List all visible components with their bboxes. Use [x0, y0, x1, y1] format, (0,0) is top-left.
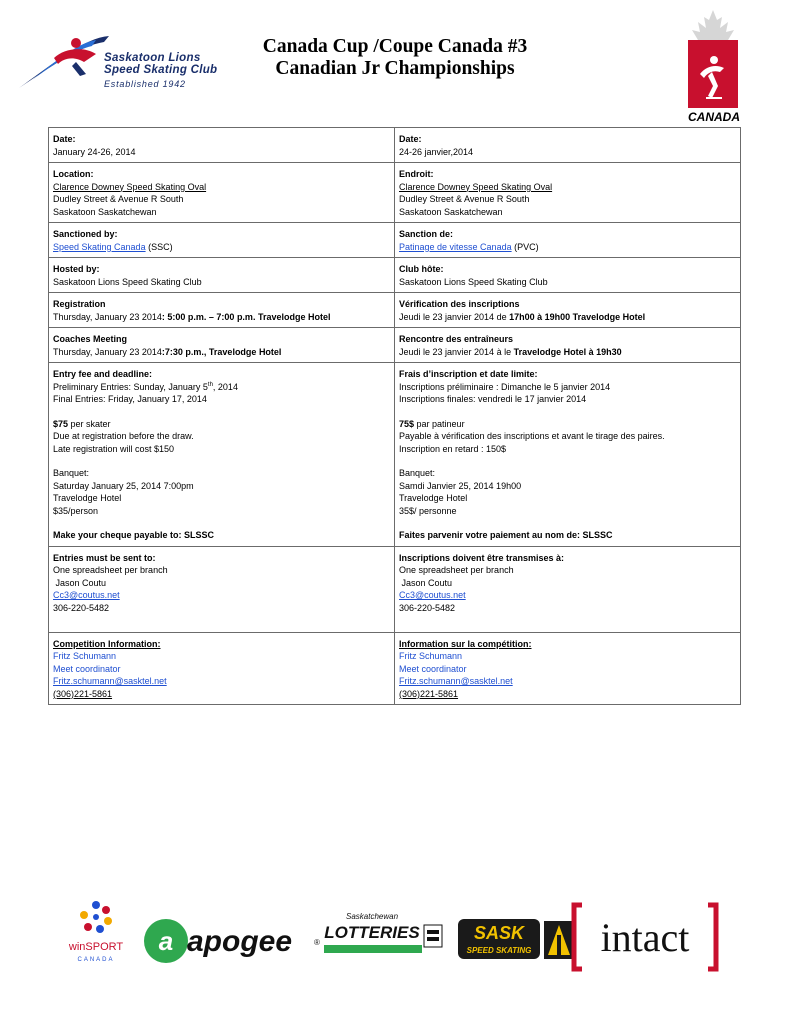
- row-entries: [49, 546, 741, 632]
- fee-note1-fr: Payable à vérification des inscriptions et avant le tirage des paires.: [399, 431, 665, 441]
- label-competition-fr: Information sur la compétition:: [399, 638, 532, 649]
- fee-unit-fr: par patineur: [414, 418, 465, 429]
- entries-email-fr[interactable]: Cc3@coutus.net: [399, 590, 466, 600]
- coaches-date-fr: Jeudi le 23 janvier 2014 à le: [399, 346, 514, 357]
- intact-logo: [574, 905, 716, 969]
- row-fees: [49, 363, 741, 547]
- entries-email-en[interactable]: Cc3@coutus.net: [53, 590, 120, 600]
- banquet-label-en: Banquet:: [53, 468, 90, 478]
- cell-fr-fees: [395, 363, 741, 547]
- sponsor-logos: [68, 895, 728, 975]
- date-value-fr: 24-26 janvier,2014: [399, 146, 474, 157]
- ssc-link[interactable]: Speed Skating Canada: [53, 241, 146, 252]
- date-value-en: January 24-26, 2014: [53, 146, 136, 157]
- winsport-sub: CANADA: [77, 957, 115, 963]
- entries-format-en: One spreadsheet per branch: [53, 565, 168, 575]
- club-name-line2: Speed Skating Club: [104, 64, 218, 76]
- cheque-note-en: Make your cheque payable to: SLSSC: [53, 530, 215, 540]
- row-sanction: [49, 223, 741, 258]
- cell-fr-host: [395, 258, 741, 293]
- venue-link-fr[interactable]: Clarence Downey Speed Skating Oval: [399, 181, 553, 192]
- banquet-label-fr: Banquet:: [399, 468, 436, 478]
- address-line1-en: Dudley Street & Avenue R South: [53, 194, 184, 204]
- label-host-en: Hosted by:: [53, 264, 100, 274]
- address-line1-fr: Dudley Street & Avenue R South: [399, 194, 530, 204]
- canada-logo-text: CANADA: [688, 110, 740, 124]
- cell-en-entries: [49, 546, 395, 632]
- coordinator-phone-fr[interactable]: (306)221-5861: [399, 688, 459, 699]
- label-competition-en: Competition Information:: [53, 638, 161, 649]
- prelim-sup-en: th: [207, 381, 213, 388]
- address-line2-fr: Saskatoon Saskatchewan: [399, 206, 503, 217]
- row-location: [49, 163, 741, 223]
- fee-note1-en: Due at registration before the draw.: [53, 431, 194, 441]
- cell-en-host: [49, 258, 395, 293]
- label-entries-en: Entries must be sent to:: [53, 552, 156, 563]
- ssc-abbrev: (SSC): [145, 241, 173, 252]
- winsport-text: winSPORT: [68, 941, 124, 953]
- cell-fr-date: [395, 128, 741, 163]
- coordinator-email-en[interactable]: Fritz.schumann@sasktel.net: [53, 676, 167, 686]
- row-date: [49, 128, 741, 163]
- cell-fr-registration: [395, 293, 741, 328]
- row-competition-info: [49, 632, 741, 705]
- svg-text:®: ®: [314, 938, 320, 947]
- fee-unit-en: per skater: [68, 418, 111, 429]
- final-entries-fr: Inscriptions finales: vendredi le 17 janvier 2014: [399, 394, 587, 404]
- coordinator-phone-en[interactable]: (306)221-5861: [53, 688, 113, 699]
- label-fees-fr: Frais d’inscription et date limite:: [399, 369, 538, 379]
- cell-fr-sanction: [395, 223, 741, 258]
- registration-date-en: Thursday, January 23 2014: [53, 311, 162, 322]
- lotteries-text: LOTTERIES: [324, 923, 420, 942]
- coordinator-role-en: Meet coordinator: [53, 663, 121, 674]
- cell-en-fees: [49, 363, 395, 547]
- host-value-fr: Saskatoon Lions Speed Skating Club: [399, 276, 548, 287]
- fee-note2-fr: Inscription en retard : 150$: [399, 443, 507, 454]
- banquet-date-fr: Samdi Janvier 25, 2014 19h00: [399, 480, 522, 491]
- prelim-entries-fr: Inscriptions préliminaire : Dimanche le 5 janvier 2014: [399, 381, 611, 392]
- registration-time-en: : 5:00 p.m. – 7:00 p.m. Travelodge Hotel: [161, 311, 331, 322]
- apogee-logo: [144, 919, 320, 963]
- label-date-fr: Date:: [399, 134, 422, 144]
- coaches-time-fr: Travelodge Hotel à 19h30: [513, 346, 622, 357]
- final-entries-en: Final Entries: Friday, January 17, 2014: [53, 394, 207, 404]
- entries-contact-fr: Jason Coutu: [399, 577, 453, 588]
- cheque-note-fr: Faites parvenir votre paiement au nom de: SLSSC: [399, 530, 613, 540]
- label-sanction-fr: Sanction de:: [399, 229, 454, 239]
- fee-note2-en: Late registration will cost $150: [53, 443, 175, 454]
- pvc-link[interactable]: Patinage de vitesse Canada: [399, 241, 512, 252]
- svg-text:a: a: [158, 926, 174, 956]
- entries-phone-fr: 306-220-5482: [399, 602, 456, 613]
- coordinator-email-fr[interactable]: Fritz.schumann@sasktel.net: [399, 676, 513, 686]
- entries-phone-en: 306-220-5482: [53, 602, 110, 613]
- speed-skating-canada-logo: [684, 8, 742, 120]
- cell-en-location: [49, 163, 395, 223]
- banquet-price-en: $35/person: [53, 505, 99, 516]
- label-registration-fr: Vérification des inscriptions: [399, 299, 520, 309]
- label-sanction-en: Sanctioned by:: [53, 229, 118, 239]
- intact-text: intact: [600, 915, 690, 960]
- banquet-venue-en: Travelodge Hotel: [53, 493, 122, 503]
- venue-link-en[interactable]: Clarence Downey Speed Skating Oval: [53, 181, 207, 192]
- address-line2-en: Saskatoon Saskatchewan: [53, 206, 157, 217]
- cell-en-competition: [49, 632, 395, 705]
- banquet-price-fr: 35$/ personne: [399, 505, 457, 516]
- prelim-entries-en: Preliminary Entries: Sunday, January 5: [53, 381, 208, 392]
- cell-en-date: [49, 128, 395, 163]
- cell-fr-entries: [395, 546, 741, 632]
- fee-amount-en: $75: [53, 418, 69, 429]
- cell-en-registration: [49, 293, 395, 328]
- label-location-en: Location:: [53, 169, 94, 179]
- sask-text: SASK: [473, 923, 525, 943]
- apogee-text: apogee: [187, 925, 293, 958]
- sask-speed-skating-logo: [458, 919, 574, 959]
- banquet-venue-fr: Travelodge Hotel: [399, 493, 468, 503]
- label-coaches-en: Coaches Meeting: [53, 334, 128, 344]
- row-coaches: [49, 328, 741, 363]
- cell-en-sanction: [49, 223, 395, 258]
- event-info-table: [48, 127, 741, 705]
- registration-date-fr: Jeudi le 23 janvier 2014 de: [399, 311, 510, 322]
- registration-time-fr: 17h00 à 19h00 Travelodge Hotel: [509, 311, 646, 322]
- banquet-date-en: Saturday January 25, 2014 7:00pm: [53, 480, 194, 491]
- pvc-abbrev: (PVC): [511, 241, 539, 252]
- coordinator-name-fr: Fritz Schumann: [399, 651, 463, 661]
- winsport-logo: [68, 901, 123, 963]
- entries-format-fr: One spreadsheet per branch: [399, 565, 514, 575]
- club-name: [104, 52, 217, 76]
- label-entries-fr: Inscriptions doivent être transmises à:: [399, 552, 565, 563]
- lotteries-top: Saskatchewan: [345, 912, 399, 921]
- label-coaches-fr: Rencontre des entraîneurs: [399, 334, 514, 344]
- entries-contact-en: Jason Coutu: [53, 577, 107, 588]
- title-line2: Canadian Jr Championships: [275, 58, 515, 79]
- cell-fr-location: [395, 163, 741, 223]
- coordinator-role-fr: Meet coordinator: [399, 663, 467, 674]
- cell-fr-competition: [395, 632, 741, 705]
- sask-sub: SPEED SKATING: [466, 946, 532, 955]
- row-registration: [49, 293, 741, 328]
- page-title: [230, 36, 560, 80]
- cell-en-coaches: [49, 328, 395, 363]
- title-line1: Canada Cup /Coupe Canada #3: [262, 36, 528, 57]
- label-fees-en: Entry fee and deadline:: [53, 369, 153, 379]
- row-host: [49, 258, 741, 293]
- coordinator-name-en: Fritz Schumann: [53, 651, 117, 661]
- cell-fr-coaches: [395, 328, 741, 363]
- prelim-year-en: , 2014: [212, 381, 238, 392]
- lotteries-logo: [324, 912, 442, 953]
- club-name-line1: Saskatoon Lions: [104, 52, 201, 64]
- label-date-en: Date:: [53, 134, 76, 144]
- club-established: Established 1942: [104, 79, 186, 89]
- coaches-date-en: Thursday, January 23 2014: [53, 346, 162, 357]
- label-registration-en: Registration: [53, 299, 106, 309]
- label-host-fr: Club hôte:: [399, 264, 444, 274]
- host-value-en: Saskatoon Lions Speed Skating Club: [53, 276, 202, 287]
- coaches-time-en: :7:30 p.m., Travelodge Hotel: [161, 346, 282, 357]
- fee-amount-fr: 75$: [399, 418, 415, 429]
- label-location-fr: Endroit:: [399, 169, 434, 179]
